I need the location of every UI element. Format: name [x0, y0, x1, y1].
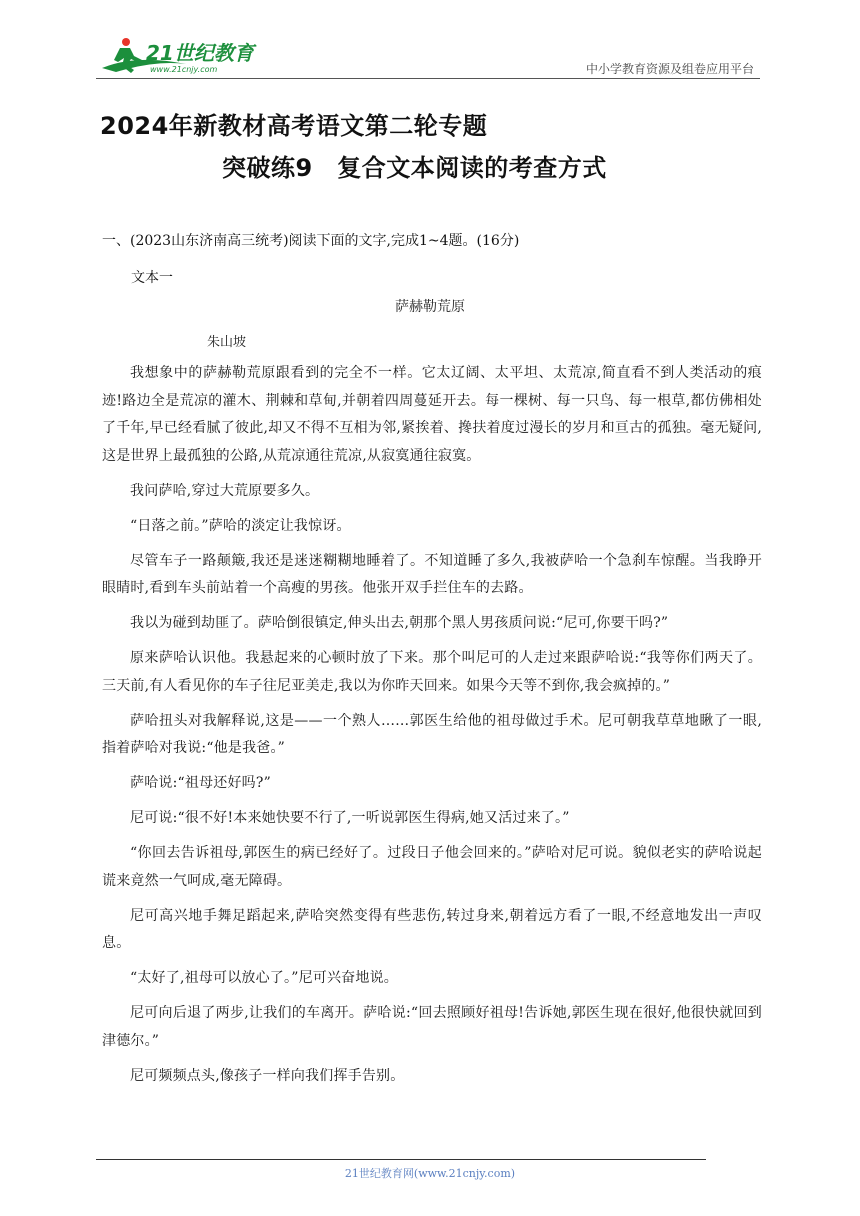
footer-link[interactable]: 21世纪教育网(www.21cnjy.com) — [344, 1167, 516, 1180]
paragraph: 原来萨哈认识他。我悬起来的心顿时放了下来。那个叫尼可的人走过来跟萨哈说:“我等你们两天了。三天前,有人看见你的车子往尼亚美走,我以为你昨天回来。如果今天等不到你,我会疯掉的。” — [102, 650, 762, 694]
paragraph: 萨哈说:“祖母还好吗?” — [130, 775, 271, 791]
page-title-line1: 2024年新教材高考语文第二轮专题 — [100, 112, 488, 140]
logo-text: 21世纪教育 — [146, 41, 254, 65]
story-body — [102, 360, 762, 1098]
platform-label: 中小学教育资源及组卷应用平台 — [585, 62, 754, 76]
paragraph: 我以为碰到劫匪了。萨哈倒很镇定,伸头出去,朝那个黑人男孩质问说:“尼可,你要干吗?” — [130, 615, 669, 631]
paragraph: 我问萨哈,穿过大荒原要多久。 — [130, 482, 320, 499]
paragraph: 尼可频频点头,像孩子一样向我们挥手告别。 — [130, 1067, 405, 1084]
paragraph: “太好了,祖母可以放心了。”尼可兴奋地说。 — [130, 970, 398, 986]
author-name: 朱山坡 — [207, 335, 247, 350]
paragraph: 萨哈扭头对我解释说,这是——一个熟人……郭医生给他的祖母做过手术。尼可朝我草草地瞅了一眼,指着萨哈对我说:“他是我爸。” — [102, 712, 762, 756]
question-heading: 一、(2023山东济南高三统考)阅读下面的文字,完成1~4题。(16分) — [102, 233, 520, 249]
page-header — [96, 34, 760, 80]
paragraph: 尼可高兴地手舞足蹈起来,萨哈突然变得有些悲伤,转过身来,朝着远方看了一眼,不经意地发出一声叹息。 — [102, 907, 762, 951]
page-title-line2: 突破练9 复合文本阅读的考查方式 — [222, 154, 607, 182]
section-label: 文本一 — [131, 270, 173, 286]
paragraph: 我想象中的萨赫勒荒原跟看到的完全不一样。它太辽阔、太平坦、太荒凉,简直看不到人类活动的痕迹!路边全是荒凉的灌木、荆棘和草甸,并朝着四周蔓延开去。每一棵树、每一只鸟、每一根草,都仿佛相处了千年,早已经看腻了彼此,却又不得不互相为邻,紧挨着、搀扶着度过漫长的岁月和亘古的孤独。毫无疑问,这是世界上最孤独的公路,从荒凉通往荒凉,从寂寞通往寂寞。 — [102, 365, 762, 464]
paragraph: 尼可说:“很不好!本来她快要不行了,一听说郭医生得病,她又活过来了。” — [130, 810, 570, 826]
paragraph: “你回去告诉祖母,郭医生的病已经好了。过段日子他会回来的。”萨哈对尼可说。貌似老实的萨哈说起谎来竟然一气呵成,毫无障碍。 — [102, 845, 762, 889]
paragraph: “日落之前。”萨哈的淡定让我惊讶。 — [130, 517, 351, 534]
logo-url: www.21cnjy.com — [150, 65, 218, 74]
footer-divider — [96, 1159, 706, 1160]
paragraph: 尽管车子一路颠簸,我还是迷迷糊糊地睡着了。不知道睡了多久,我被萨哈一个急刹车惊醒。当我睁开眼睛时,看到车头前站着一个高瘦的男孩。他张开双手拦住车的去路。 — [102, 552, 762, 596]
story-title: 萨赫勒荒原 — [395, 299, 465, 315]
logo-runner-icon — [96, 34, 266, 78]
paragraph: 尼可向后退了两步,让我们的车离开。萨哈说:“回去照顾好祖母!告诉她,郭医生现在很好,他很快就回到津德尔。” — [102, 1005, 762, 1049]
header-divider — [96, 78, 760, 79]
